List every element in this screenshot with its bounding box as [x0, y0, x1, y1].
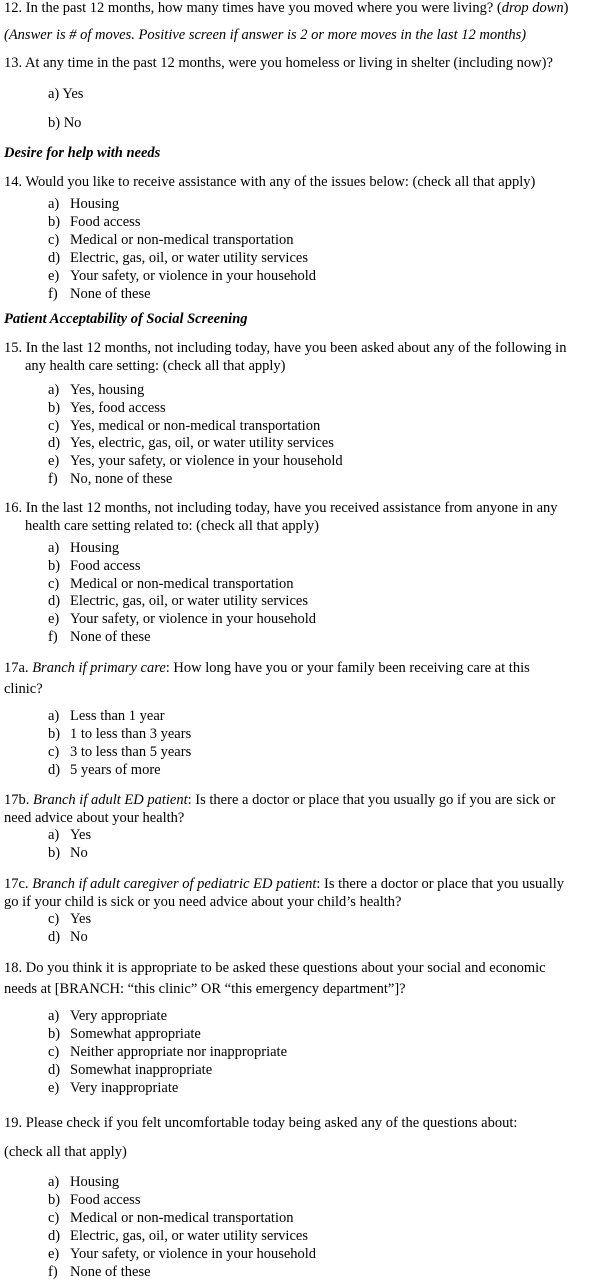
question-19-option — [48, 1174, 119, 1192]
option-letter: e) — [48, 611, 60, 628]
option-text: Your safety, or violence in your household — [70, 268, 317, 284]
question-17a-option — [48, 708, 165, 726]
question-15-option — [48, 453, 343, 471]
option-text: Less than 1 year — [70, 708, 165, 724]
option-letter: d) — [48, 1062, 61, 1078]
question-17c-option — [48, 929, 88, 947]
option-text: Yes, your safety, or violence in your household — [70, 453, 343, 470]
question-14-option — [48, 250, 308, 268]
option-text: Your safety, or violence in your household — [70, 611, 317, 628]
question-19-option — [48, 1264, 151, 1282]
option-letter: d) — [48, 762, 61, 778]
question-17a-option — [48, 744, 191, 762]
option-text: Yes, electric, gas, oil, or water utility services — [70, 435, 334, 452]
question-14-option — [48, 232, 293, 250]
question-16-option — [48, 558, 140, 576]
option-text: Yes — [70, 911, 92, 927]
option-text: Yes, housing — [70, 382, 145, 398]
option-text: None of these — [70, 1264, 151, 1280]
question-16-cont: health care setting related to: (check all that apply) — [25, 518, 319, 534]
option-text: No, none of these — [70, 471, 173, 487]
question-17b-number: 17b. — [4, 792, 33, 808]
question-17c-option — [48, 911, 91, 929]
question-12-note: (Answer is # of moves. Positive screen if answer is 2 or more moves in the last 12 months) — [4, 27, 527, 43]
question-16-option — [48, 540, 119, 558]
option-text: 1 to less than 3 years — [70, 726, 192, 742]
question-17c-number: 17c. — [4, 876, 33, 892]
question-19-cont: (check all that apply) — [4, 1144, 127, 1160]
option-text: 5 years of more — [70, 762, 161, 778]
option-letter: a) — [48, 540, 60, 556]
question-13-option-a: a) Yes — [48, 86, 84, 102]
option-text: 3 to less than 5 years — [70, 744, 192, 760]
option-letter: d) — [48, 593, 61, 610]
question-18-option — [48, 1080, 178, 1098]
question-14-option — [48, 268, 316, 286]
question-18: 18. Do you think it is appropriate to be asked these questions about your social and economic — [4, 960, 546, 976]
question-12-dropdown-label: drop down — [501, 0, 564, 16]
option-letter: b) — [48, 399, 61, 416]
option-letter: b) — [48, 1026, 61, 1042]
option-text: Somewhat inappropriate — [70, 1062, 213, 1078]
question-19: 19. Please check if you felt uncomfortable today being asked any of the questions about: — [4, 1115, 518, 1131]
option-text: Very appropriate — [70, 1008, 168, 1024]
option-letter: f) — [48, 1264, 58, 1280]
question-18-option — [48, 1026, 201, 1044]
question-17b-option — [48, 845, 88, 863]
section-heading-desire-for-help: Desire for help with needs — [4, 145, 161, 161]
option-text: Yes, food access — [70, 399, 166, 416]
question-12-suffix: ) — [563, 0, 569, 16]
question-19-option — [48, 1192, 140, 1210]
option-letter: a) — [48, 382, 60, 398]
question-13: 13. At any time in the past 12 months, were you homeless or living in shelter (including now)? — [4, 55, 553, 71]
question-15: 15. In the last 12 months, not including today, have you been asked about any of the following in — [4, 340, 567, 356]
option-letter: f) — [48, 629, 58, 645]
question-17a-number: 17a. — [4, 660, 33, 676]
option-letter: c) — [48, 911, 60, 927]
question-13-option-b: b) No — [48, 115, 82, 131]
question-17a — [4, 660, 530, 678]
question-17b-option — [48, 827, 91, 845]
option-letter: a) — [48, 827, 60, 843]
option-letter: b) — [48, 1192, 61, 1208]
question-17b-cont: need advice about your health? — [4, 810, 185, 826]
question-15-option — [48, 400, 166, 418]
option-letter: f) — [48, 286, 58, 302]
question-17c-text: : Is there a doctor or place that you usually — [316, 876, 565, 892]
question-17c-branch: Branch if adult caregiver of pediatric ED patient — [32, 876, 317, 892]
question-17c-cont: go if your child is sick or you need advice about your child’s health? — [4, 894, 402, 910]
option-letter: c) — [48, 417, 60, 434]
option-letter: c) — [48, 1044, 60, 1060]
option-letter: c) — [48, 575, 60, 592]
option-text: None of these — [70, 286, 151, 302]
question-17b — [4, 792, 555, 810]
option-text: Your safety, or violence in your household — [70, 1246, 317, 1262]
option-letter: a) — [48, 1008, 60, 1024]
question-19-option — [48, 1246, 316, 1264]
question-14-option — [48, 196, 119, 214]
option-letter: d) — [48, 250, 61, 266]
question-17a-text: : How long have you or your family been receiving care at this — [165, 660, 530, 676]
option-text: Neither appropriate nor inappropriate — [70, 1044, 288, 1060]
question-18-cont: needs at [BRANCH: “this clinic” OR “this emergency department”]? — [4, 981, 406, 997]
option-letter: a) — [48, 1174, 60, 1190]
question-17a-cont: clinic? — [4, 681, 43, 697]
option-letter: b) — [48, 845, 61, 861]
option-letter: e) — [48, 453, 60, 470]
option-text: Medical or non-medical transportation — [70, 1210, 294, 1226]
question-15-option — [48, 382, 144, 400]
option-text: Medical or non-medical transportation — [70, 232, 294, 248]
option-text: Medical or non-medical transportation — [70, 575, 294, 592]
question-18-option — [48, 1044, 287, 1062]
option-letter: b) — [48, 214, 61, 230]
section-heading-patient-acceptability: Patient Acceptability of Social Screening — [4, 311, 248, 327]
question-14: 14. Would you like to receive assistance with any of the issues below: (check all that apply) — [4, 174, 536, 190]
option-text: Electric, gas, oil, or water utility services — [70, 250, 308, 266]
question-14-option — [48, 214, 140, 232]
option-text: No — [70, 929, 88, 945]
option-text: Food access — [70, 557, 141, 574]
question-18-option — [48, 1008, 167, 1026]
option-text: Housing — [70, 1174, 120, 1190]
option-text: Very inappropriate — [70, 1080, 179, 1096]
question-15-cont: any health care setting: (check all that apply) — [25, 358, 286, 374]
option-text: Housing — [70, 196, 120, 212]
question-15-option — [48, 418, 320, 436]
option-letter: b) — [48, 726, 61, 742]
question-19-option — [48, 1228, 308, 1246]
option-letter: c) — [48, 232, 60, 248]
option-letter: a) — [48, 196, 60, 212]
option-letter: f) — [48, 471, 58, 487]
question-16: 16. In the last 12 months, not including today, have you received assistance from anyone in any — [4, 500, 558, 516]
question-12-text: 12. In the past 12 months, how many times have you moved where you were living? ( — [4, 0, 502, 16]
option-letter: a) — [48, 708, 60, 724]
option-letter: b) — [48, 557, 61, 574]
question-16-option — [48, 629, 151, 647]
option-text: No — [70, 845, 88, 861]
question-12 — [4, 0, 568, 18]
option-letter: c) — [48, 1210, 60, 1226]
option-letter: c) — [48, 744, 60, 760]
option-text: Somewhat appropriate — [70, 1026, 201, 1042]
option-letter: e) — [48, 268, 60, 284]
question-19-option — [48, 1210, 293, 1228]
question-17b-text: : Is there a doctor or place that you usually go if you are sick or — [187, 792, 556, 808]
question-16-option — [48, 576, 293, 594]
question-17c — [4, 876, 564, 894]
question-17a-option — [48, 726, 191, 744]
option-text: Electric, gas, oil, or water utility services — [70, 1228, 308, 1244]
option-text: None of these — [70, 629, 151, 645]
option-letter: d) — [48, 929, 61, 945]
option-text: Electric, gas, oil, or water utility services — [70, 593, 308, 610]
question-18-option — [48, 1062, 212, 1080]
question-16-option — [48, 611, 316, 629]
option-text: Food access — [70, 1192, 141, 1208]
question-15-option — [48, 471, 172, 489]
option-text: Housing — [70, 540, 120, 556]
option-letter: e) — [48, 1080, 60, 1096]
question-16-option — [48, 593, 308, 611]
question-15-option — [48, 435, 334, 453]
option-text: Yes — [70, 827, 92, 843]
question-17b-branch: Branch if adult ED patient — [33, 792, 188, 808]
option-letter: d) — [48, 1228, 61, 1244]
option-text: Food access — [70, 214, 141, 230]
option-letter: d) — [48, 435, 61, 452]
question-17a-option — [48, 762, 161, 780]
question-17a-branch: Branch if primary care — [32, 660, 166, 676]
question-14-option — [48, 286, 151, 304]
option-letter: e) — [48, 1246, 60, 1262]
option-text: Yes, medical or non-medical transportation — [70, 417, 321, 434]
